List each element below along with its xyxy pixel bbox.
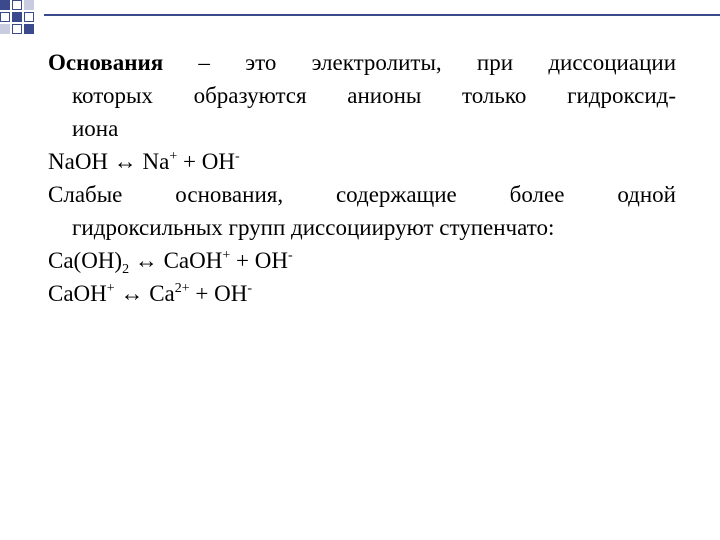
eq2-part-c: + OH <box>230 248 288 273</box>
equation-caoh <box>48 277 676 310</box>
definition-paragraph <box>48 46 676 145</box>
grid-square <box>0 12 10 22</box>
grid-square <box>0 0 10 10</box>
eq3-part-b: ↔ Ca <box>114 281 175 306</box>
definition-text-line2: которых образуются анионы только гидроксид- <box>72 83 676 108</box>
weak-text-line2: гидроксильных групп диссоциируют ступенчато: <box>72 215 555 240</box>
header-rule <box>44 14 720 16</box>
grid-square <box>24 24 34 34</box>
eq1-part-b: + OH <box>177 149 235 174</box>
definition-term: Основания <box>48 50 164 75</box>
eq3-part-a: CaOH <box>48 281 107 306</box>
equation-caoh2 <box>48 244 676 277</box>
eq2-part-b: ↔ CaOH <box>129 248 223 273</box>
slide-body <box>48 46 676 310</box>
eq1-part-a: NaOH ↔ Na <box>48 149 170 174</box>
eq2-part-a: Ca(OH) <box>48 248 123 273</box>
grid-square <box>12 12 22 22</box>
weak-bases-paragraph <box>48 178 676 244</box>
eq1-sup-b: - <box>234 149 240 164</box>
eq2-sup-b: + <box>222 248 231 263</box>
eq3-sup-b: 2+ <box>174 281 190 296</box>
definition-text-line1: – это электролиты, при диссоциации <box>163 50 676 75</box>
definition-text-line3: иона <box>72 116 119 141</box>
grid-square <box>24 0 34 10</box>
eq2-sup-c: - <box>287 248 293 263</box>
eq2-sub-a: 2 <box>122 262 130 277</box>
eq3-sup-a: + <box>106 281 115 296</box>
grid-square <box>12 24 22 34</box>
eq1-sup-a: + <box>169 149 178 164</box>
grid-square <box>0 24 10 34</box>
eq3-part-c: + OH <box>189 281 248 306</box>
equation-naoh <box>48 145 676 178</box>
eq3-sup-c: - <box>247 281 253 296</box>
grid-square <box>24 12 34 22</box>
grid-square <box>12 0 22 10</box>
decorative-corner-grid <box>0 0 48 48</box>
weak-text-line1: Слабые основания, содержащие более одной <box>48 182 676 207</box>
